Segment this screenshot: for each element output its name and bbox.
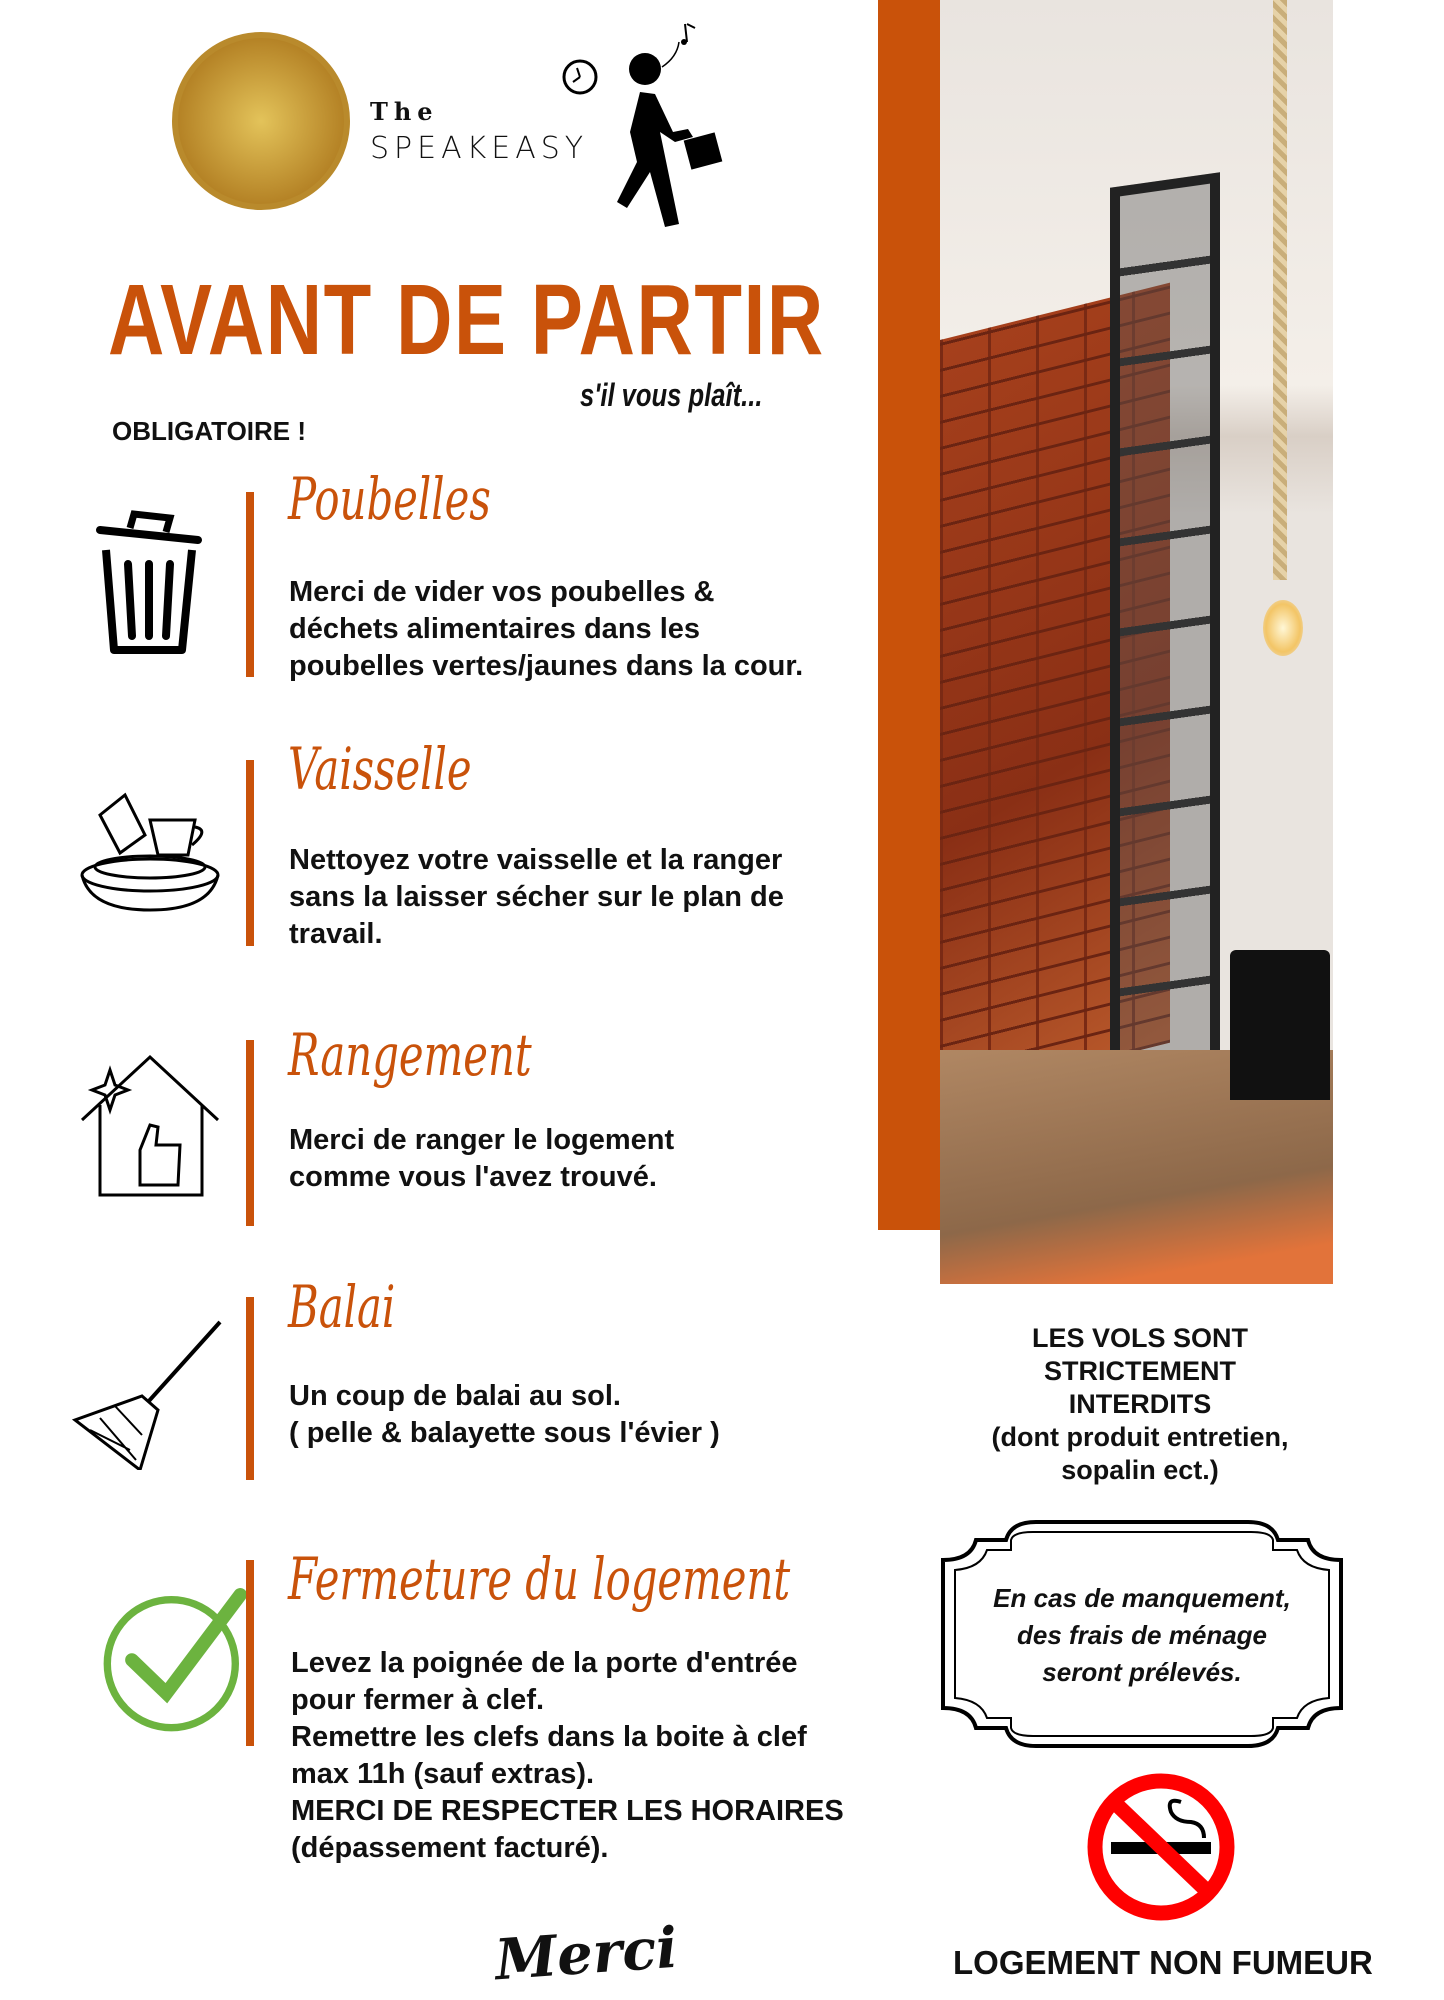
clean-house-icon: [70, 1045, 230, 1205]
section-title: Balai: [288, 1273, 396, 1341]
no-smoking-label: LOGEMENT NON FUMEUR: [953, 1944, 1373, 1981]
penalty-line: En cas de manquement,: [993, 1583, 1291, 1613]
section-body: Nettoyez votre vaisselle et la ranger sans la laisser sécher sur le plan de travail.: [289, 844, 784, 950]
broom-icon: [70, 1310, 230, 1470]
accent-bar: [878, 0, 940, 1230]
theft-notice: [940, 1322, 1340, 1487]
section-divider: [246, 760, 254, 946]
penalty-line: seront prélevés.: [1042, 1657, 1242, 1687]
checkmark-icon: [95, 1580, 255, 1740]
theft-line: sopalin ect.): [1061, 1455, 1219, 1485]
thanks-signature: Merci: [492, 1914, 680, 1994]
section-divider: [246, 1297, 254, 1480]
brand-name: SPEAKEASY: [370, 131, 589, 166]
section-divider: [246, 1560, 254, 1746]
brand-the: The: [370, 97, 439, 126]
theft-line: (dont produit entretien,: [991, 1422, 1289, 1452]
section-divider: [246, 1040, 254, 1226]
section-title: Poubelles: [288, 465, 491, 533]
section-divider: [246, 492, 254, 677]
trash-icon: [70, 500, 230, 660]
walking-man-icon: [555, 12, 730, 232]
page-subtitle: s'il vous plaît...: [580, 377, 763, 413]
section-title: Rangement: [288, 1021, 532, 1089]
section-body: Merci de ranger le logement comme vous l'avez trouvé.: [289, 1124, 675, 1193]
section-body: Merci de vider vos poubelles & déchets alimentaires dans les poubelles vertes/jaunes dans la cour.: [289, 576, 804, 682]
theft-line: INTERDITS: [1068, 1389, 1212, 1419]
theft-line: LES VOLS SONT: [1031, 1323, 1249, 1353]
theft-line: STRICTEMENT: [1044, 1356, 1236, 1386]
penalty-line: des frais de ménage: [1017, 1620, 1267, 1650]
no-smoking-icon: [1086, 1772, 1236, 1922]
mandatory-label: OBLIGATOIRE !: [112, 416, 307, 446]
section-body: Levez la poignée de la porte d'entrée pour fermer à clef. Remettre les clefs dans la boite à clef max 11h (sauf extras). MERCI DE RESPECTER LES HORAIRES (dépassement facturé).: [291, 1647, 844, 1864]
section-body: Un coup de balai au sol. ( pelle & balayette sous l'évier ): [289, 1380, 720, 1449]
interior-photo: [940, 0, 1333, 1284]
dishes-icon: [70, 775, 230, 935]
penalty-text: [941, 1580, 1343, 1691]
section-title: Vaisselle: [288, 735, 472, 803]
page-title: AVANT DE PARTIR: [108, 264, 825, 376]
section-title: Fermeture du logement: [288, 1545, 791, 1613]
speakeasy-logo: [172, 32, 350, 210]
